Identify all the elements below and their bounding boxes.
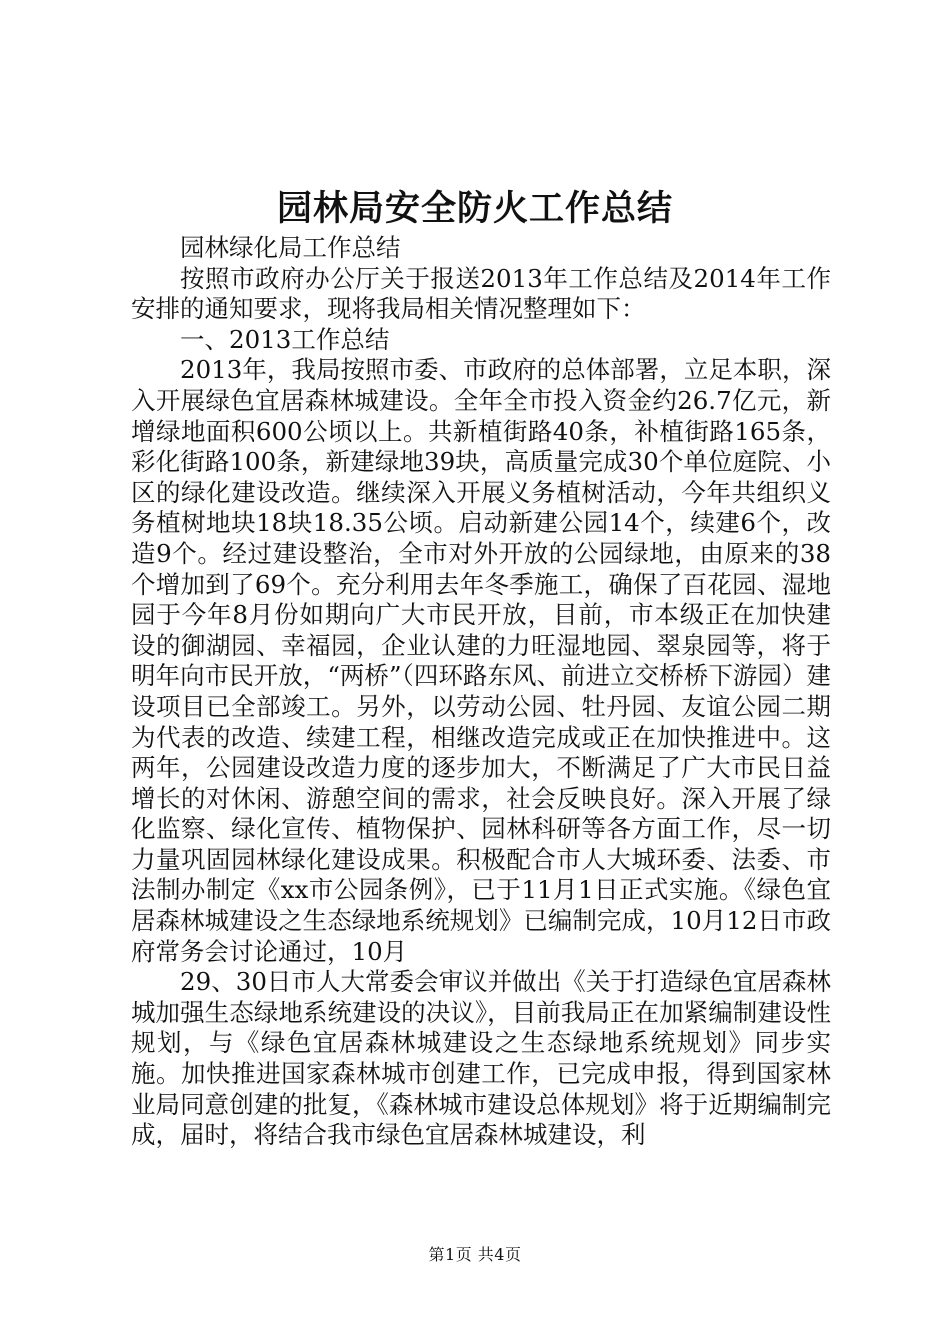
paragraph-subtitle: 园林绿化局工作总结 (180, 233, 401, 262)
paragraph-intro: 按照市政府办公厅关于报送2013年工作总结及2014年工作安排的通知要求，现将我局相关情况整理如下： (131, 263, 831, 324)
document-body (131, 233, 831, 1151)
document-title: 园林局安全防火工作总结 (276, 188, 673, 229)
page-number: 第1页 共4页 (428, 1245, 522, 1264)
paragraph-continuation: 29、30日市人大常委会审议并做出《关于打造绿色宜居森林城加强生态绿地系统建设的决议》，目前我局正在加紧编制建设性规划，与《绿色宜居森林城建设之生态绿地系统规划》同步实施。加快推进国家森林城市创建工作，已完成申报，得到国家林业局同意创建的批复，《森林城市建设总体规划》将于近期编制完成，届时，将结合我市绿色宜居森林城建设，利 (131, 967, 831, 1150)
paragraph-summary: 2013年，我局按照市委、市政府的总体部署，立足本职，深入开展绿色宜居森林城建设。全年全市投入资金约26.7亿元，新增绿地面积600公顷以上。共新植街路40条，补植街路165条，彩化街路100条，新建绿地39块，高质量完成30个单位庭院、小区的绿化建设改造。继续深入开展义务植树活动，今年共组织义务植树地块18块18.35公顷。启动新建公园14个，续建6个，改造9个。经过建设整治，全市对外开放的公园绿地，由原来的38个增加到了69个。充分利用去年冬季施工，确保了百花园、湿地园于今年8月份如期向广大市民开放，目前，市本级正在加快建设的御湖园、幸福园，企业认建的力旺湿地园、翠泉园等，将于明年向市民开放，“两桥”（四环路东风、前进立交桥桥下游园）建设项目已全部竣工。另外，以劳动公园、牡丹园、友谊公园二期为代表的改造、续建工程，相继改造完成或正在加快推进中。这两年，公园建设改造力度的逐步加大，不断满足了广大市民日益增长的对休闲、游憩空间的需求，社会反映良好。深入开展了绿化监察、绿化宣传、植物保护、园林科研等各方面工作，尽一切力量巩固园林绿化建设成果。积极配合市人大城环委、法委、市法制办制定《xx市公园条例》，已于11月1日正式实施。《绿色宜居森林城建设之生态绿地系统规划》已编制完成，10月12日市政府常务会讨论通过，10月 (131, 355, 831, 966)
section-heading: 一、2013工作总结 (180, 324, 390, 354)
